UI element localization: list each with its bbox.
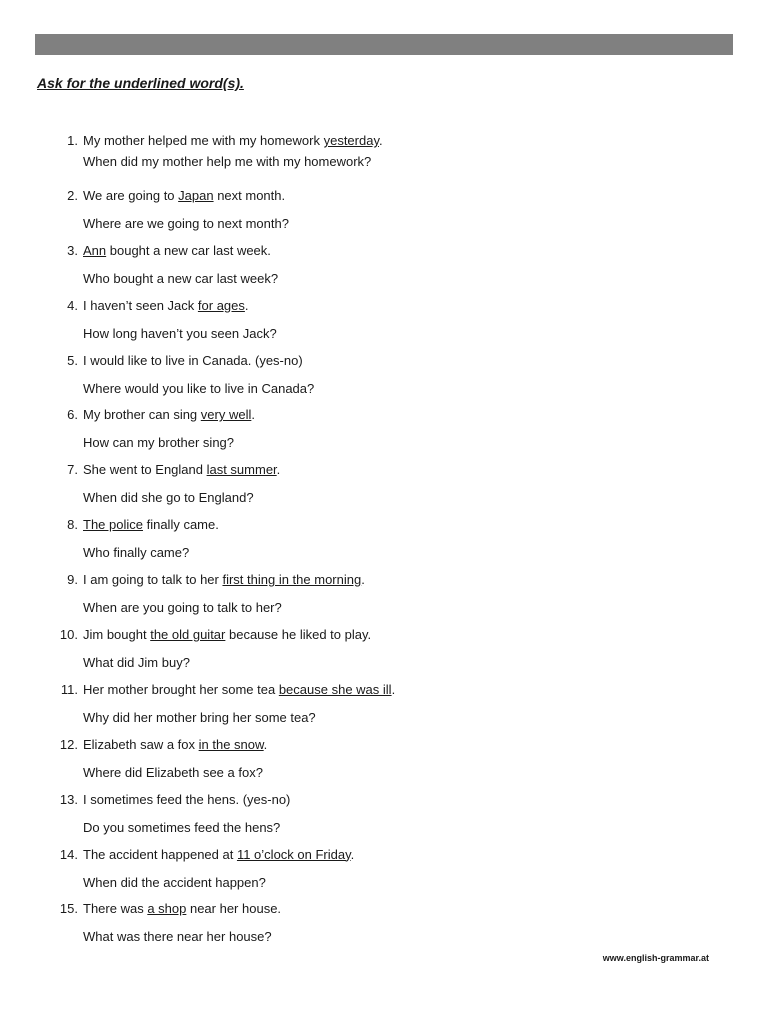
item-number: 11. (60, 681, 78, 697)
worksheet-title: Ask for the underlined word(s). (37, 75, 244, 91)
item-sentence: The police finally came. (83, 517, 219, 533)
underlined-word: last summer (206, 462, 277, 478)
item-answer: Where are we going to next month? (83, 215, 289, 231)
item-sentence: I haven’t seen Jack for ages. (83, 297, 249, 313)
item-sentence: We are going to Japan next month. (83, 187, 286, 203)
underlined-word: The police (83, 517, 143, 533)
exercise-list (0, 132, 768, 955)
underlined-word: Ann (83, 242, 107, 258)
item-sentence: My mother helped me with my homework yesterday. (83, 133, 383, 148)
exercise-item-12 (0, 736, 768, 791)
underlined-word: yesterday (323, 133, 379, 148)
underlined-word: Japan (178, 187, 214, 203)
item-answer: How can my brother sing? (83, 435, 235, 451)
underlined-word: because she was ill (278, 681, 392, 697)
item-answer: Why did her mother bring her some tea? (83, 709, 316, 725)
underlined-word: first thing in the morning (222, 572, 362, 588)
item-number: 1. (67, 133, 78, 148)
item-answer: When are you going to talk to her? (83, 600, 282, 616)
item-number: 2. (67, 187, 78, 203)
exercise-item-14 (0, 846, 768, 901)
exercise-item-3 (0, 242, 768, 297)
item-number: 13. (59, 791, 78, 807)
item-number: 15. (59, 901, 78, 917)
item-answer: What did Jim buy? (83, 655, 190, 671)
underlined-word: 11 o’clock on Friday (236, 846, 351, 862)
item-answer: Where would you like to live in Canada? (83, 380, 315, 396)
item-answer: How long haven’t you seen Jack? (83, 325, 277, 341)
exercise-item-9 (0, 571, 768, 626)
item-sentence: The accident happened at 11 o’clock on Friday. (83, 846, 355, 862)
item-sentence: I would like to live in Canada. (yes-no) (83, 352, 303, 368)
item-sentence: Jim bought the old guitar because he liked to play. (83, 627, 372, 643)
item-sentence: Her mother brought her some tea because she was ill. (83, 681, 396, 697)
item-sentence: There was a shop near her house. (83, 901, 282, 917)
underlined-word: the old guitar (150, 627, 226, 643)
item-sentence: Elizabeth saw a fox in the snow. (83, 736, 268, 752)
item-answer: Where did Elizabeth see a fox? (83, 764, 263, 780)
exercise-item-8 (0, 516, 768, 571)
item-number: 10. (59, 627, 78, 643)
exercise-item-5 (0, 352, 768, 407)
exercise-item-1 (0, 132, 768, 187)
exercise-item-10 (0, 626, 768, 681)
item-sentence: My brother can sing very well. (83, 407, 255, 423)
exercise-item-2 (0, 187, 768, 242)
exercise-item-6 (0, 406, 768, 461)
item-sentence: I am going to talk to her first thing in the morning. (83, 572, 365, 588)
item-answer: When did she go to England? (83, 490, 254, 506)
item-number: 14. (59, 846, 78, 862)
item-number: 7. (67, 462, 78, 478)
item-number: 6. (67, 407, 78, 423)
underlined-word: very well (200, 407, 252, 423)
item-answer: When did the accident happen? (83, 874, 266, 890)
exercise-item-13 (0, 791, 768, 846)
item-number: 8. (67, 517, 78, 533)
footer-website: www.english-grammar.at (602, 953, 709, 963)
item-answer: Who finally came? (83, 545, 190, 561)
item-answer: Do you sometimes feed the hens? (83, 819, 281, 835)
item-answer: When did my mother help me with my homework? (83, 154, 372, 169)
item-sentence: Ann bought a new car last week. (83, 242, 271, 258)
exercise-item-11 (0, 681, 768, 736)
exercise-item-15 (0, 900, 768, 955)
underlined-word: a shop (147, 901, 187, 917)
item-answer: What was there near her house? (83, 929, 272, 945)
underlined-word: in the snow (198, 736, 264, 752)
item-number: 9. (67, 572, 78, 588)
exercise-item-4 (0, 297, 768, 352)
item-number: 4. (67, 297, 78, 313)
item-sentence: I sometimes feed the hens. (yes-no) (83, 791, 291, 807)
item-sentence: She went to England last summer. (83, 462, 281, 478)
exercise-item-7 (0, 461, 768, 516)
item-number: 5. (67, 352, 78, 368)
header-bar (35, 34, 733, 55)
item-number: 3. (67, 242, 78, 258)
underlined-word: for ages (197, 297, 245, 313)
item-number: 12. (59, 736, 78, 752)
item-answer: Who bought a new car last week? (83, 270, 279, 286)
